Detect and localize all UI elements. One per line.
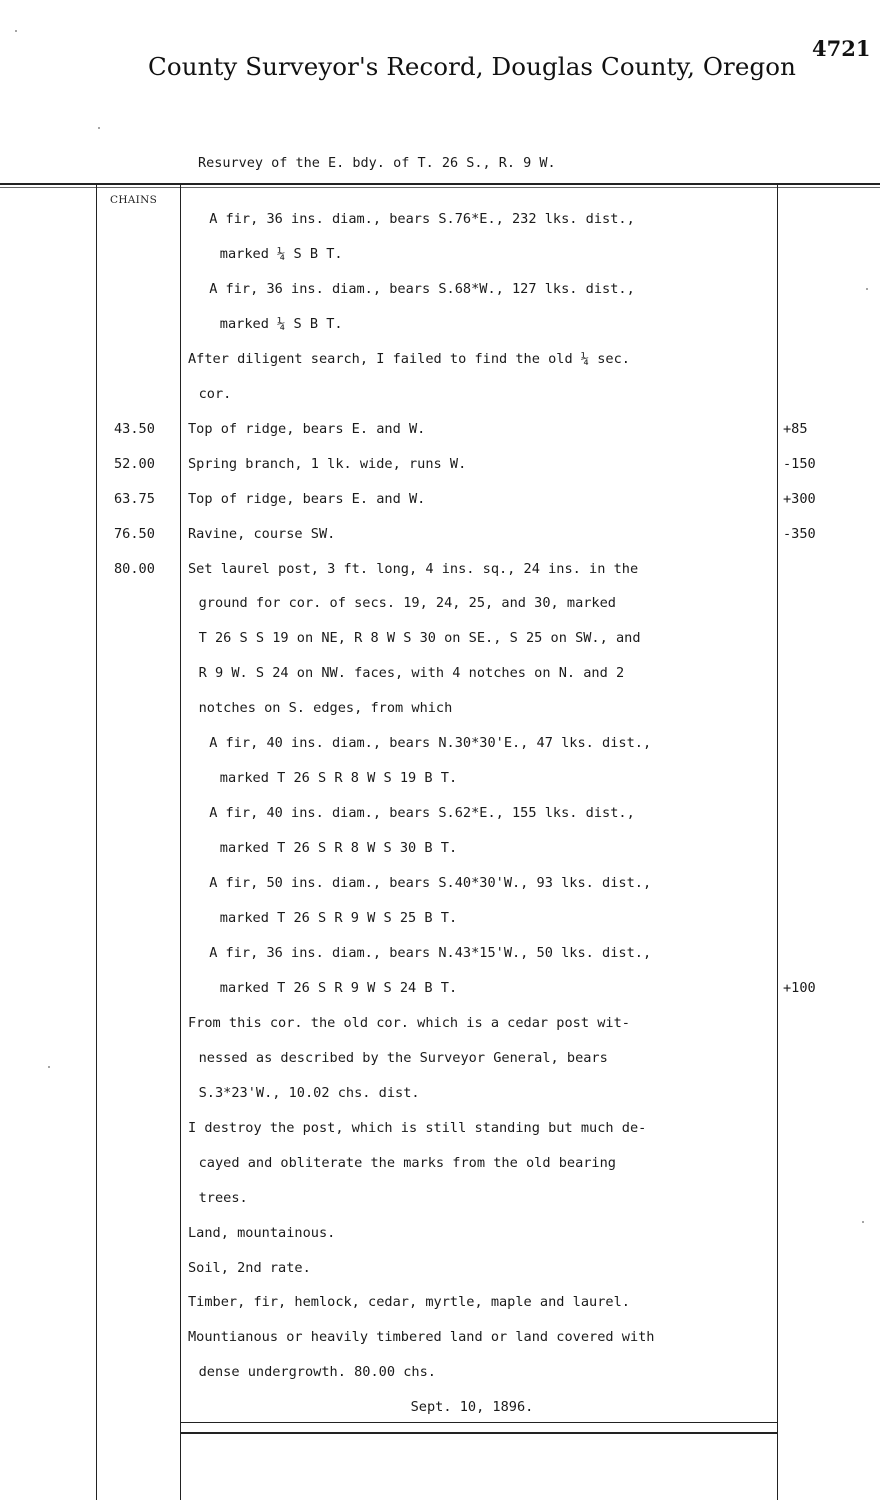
chain-distance: 43.50: [114, 420, 155, 437]
record-row: [0, 1293, 880, 1328]
elevation-change: +85: [783, 420, 808, 437]
record-row: [0, 1084, 880, 1119]
record-text: dense undergrowth. 80.00 chs.: [198, 1364, 436, 1381]
resurvey-subtitle: Resurvey of the E. bdy. of T. 26 S., R. 9 W.: [198, 155, 556, 171]
record-text: A fir, 40 ins. diam., bears N.30*30'E., 47 lks. dist.,: [209, 735, 652, 752]
record-text: After diligent search, I failed to find the old ¼ sec.: [188, 350, 630, 367]
record-row: [0, 979, 880, 1014]
record-text: Soil, 2nd rate.: [188, 1259, 311, 1276]
chain-distance: 76.50: [114, 525, 155, 542]
record-row: [0, 1119, 880, 1154]
record-text: A fir, 36 ins. diam., bears N.43*15'W., 50 lks. dist.,: [209, 944, 652, 961]
record-text: R 9 W. S 24 on NW. faces, with 4 notches on N. and 2: [198, 665, 625, 682]
record-row: [0, 280, 880, 315]
record-row: [0, 210, 880, 245]
record-row: [0, 1014, 880, 1049]
record-row: [0, 769, 880, 804]
elevation-change: -350: [783, 525, 816, 542]
record-row: [0, 315, 880, 350]
record-row: [0, 594, 880, 629]
paper-speck: [48, 1066, 50, 1068]
record-text: Spring branch, 1 lk. wide, runs W.: [188, 455, 467, 472]
record-row: [0, 944, 880, 979]
record-text: Land, mountainous.: [188, 1224, 336, 1241]
record-row: [0, 1189, 880, 1224]
page-number: 4721: [812, 36, 871, 61]
record-text: marked T 26 S R 8 W S 19 B T.: [219, 770, 458, 787]
record-text: A fir, 36 ins. diam., bears S.76*E., 232 lks. dist.,: [209, 211, 635, 227]
record-text: Mountianous or heavily timbered land or land covered with: [188, 1329, 655, 1346]
record-text: marked T 26 S R 9 W S 25 B T.: [219, 910, 458, 926]
record-text: nessed as described by the Surveyor General, bears: [198, 1049, 608, 1066]
elevation-change: -150: [783, 455, 816, 472]
record-row: [0, 560, 880, 595]
record-row: [0, 245, 880, 280]
record-row: [0, 804, 880, 839]
record-row: [0, 909, 880, 944]
record-row: [0, 734, 880, 769]
record-text: marked ¼ S B T.: [219, 315, 343, 332]
chains-column-label: CHAINS: [110, 194, 158, 206]
record-text: S.3*23'W., 10.02 chs. dist.: [198, 1084, 420, 1101]
elevation-change: +300: [783, 490, 816, 507]
record-text: trees.: [198, 1189, 248, 1206]
record-row: [0, 1154, 880, 1189]
record-text: From this cor. the old cor. which is a cedar post wit-: [188, 1014, 630, 1031]
record-text: T 26 S S 19 on NE, R 8 W S 30 on SE., S 25 on SW., and: [198, 630, 641, 647]
table-top-rule-under: [0, 187, 880, 188]
record-text: notches on S. edges, from which: [198, 700, 453, 717]
record-row: [0, 874, 880, 909]
record-row: [0, 525, 880, 560]
record-text: marked T 26 S R 9 W S 24 B T.: [219, 979, 458, 996]
record-row: [0, 1363, 880, 1398]
chain-distance: 52.00: [114, 455, 155, 472]
record-row: [0, 699, 880, 734]
record-text: A fir, 36 ins. diam., bears S.68*W., 127 lks. dist.,: [209, 280, 635, 297]
record-text: Timber, fir, hemlock, cedar, myrtle, maple and laurel.: [188, 1294, 630, 1311]
paper-speck: [866, 288, 868, 290]
record-row: [0, 629, 880, 664]
record-row: [0, 664, 880, 699]
record-text: ground for cor. of secs. 19, 24, 25, and 30, marked: [198, 595, 616, 612]
record-row: [0, 490, 880, 525]
record-text: Set laurel post, 3 ft. long, 4 ins. sq., 24 ins. in the: [188, 560, 639, 577]
record-text: cayed and obliterate the marks from the old bearing: [198, 1154, 616, 1171]
record-row: [0, 1259, 880, 1294]
record-row: [0, 455, 880, 490]
record-text: Sept. 10, 1896.: [410, 1399, 534, 1416]
record-text: A fir, 40 ins. diam., bears S.62*E., 155 lks. dist.,: [209, 805, 635, 822]
paper-speck: [15, 30, 17, 32]
record-text: Top of ridge, bears E. and W.: [188, 420, 426, 437]
record-text: A fir, 50 ins. diam., bears S.40*30'W., 93 lks. dist.,: [209, 875, 652, 892]
paper-speck: [862, 1221, 864, 1223]
record-row: [0, 420, 880, 455]
record-row: [0, 350, 880, 385]
record-row: [0, 385, 880, 420]
record-text: marked T 26 S R 8 W S 30 B T.: [219, 840, 458, 857]
record-row: [0, 1049, 880, 1084]
table-top-rule: [0, 183, 880, 185]
record-text: I destroy the post, which is still standing but much de-: [188, 1119, 647, 1136]
chain-distance: 63.75: [114, 490, 155, 507]
record-row: [0, 1224, 880, 1259]
record-text: cor.: [198, 385, 232, 402]
record-row: [0, 1398, 880, 1433]
elevation-change: +100: [783, 979, 816, 996]
record-row: [0, 839, 880, 874]
chain-distance: 80.00: [114, 560, 155, 577]
paper-speck: [98, 127, 100, 129]
record-text: Ravine, course SW.: [188, 525, 336, 542]
record-text: marked ¼ S B T.: [219, 245, 343, 262]
record-title: County Surveyor's Record, Douglas County, Oregon: [148, 52, 796, 81]
record-row: [0, 1328, 880, 1363]
record-text: Top of ridge, bears E. and W.: [188, 490, 426, 507]
